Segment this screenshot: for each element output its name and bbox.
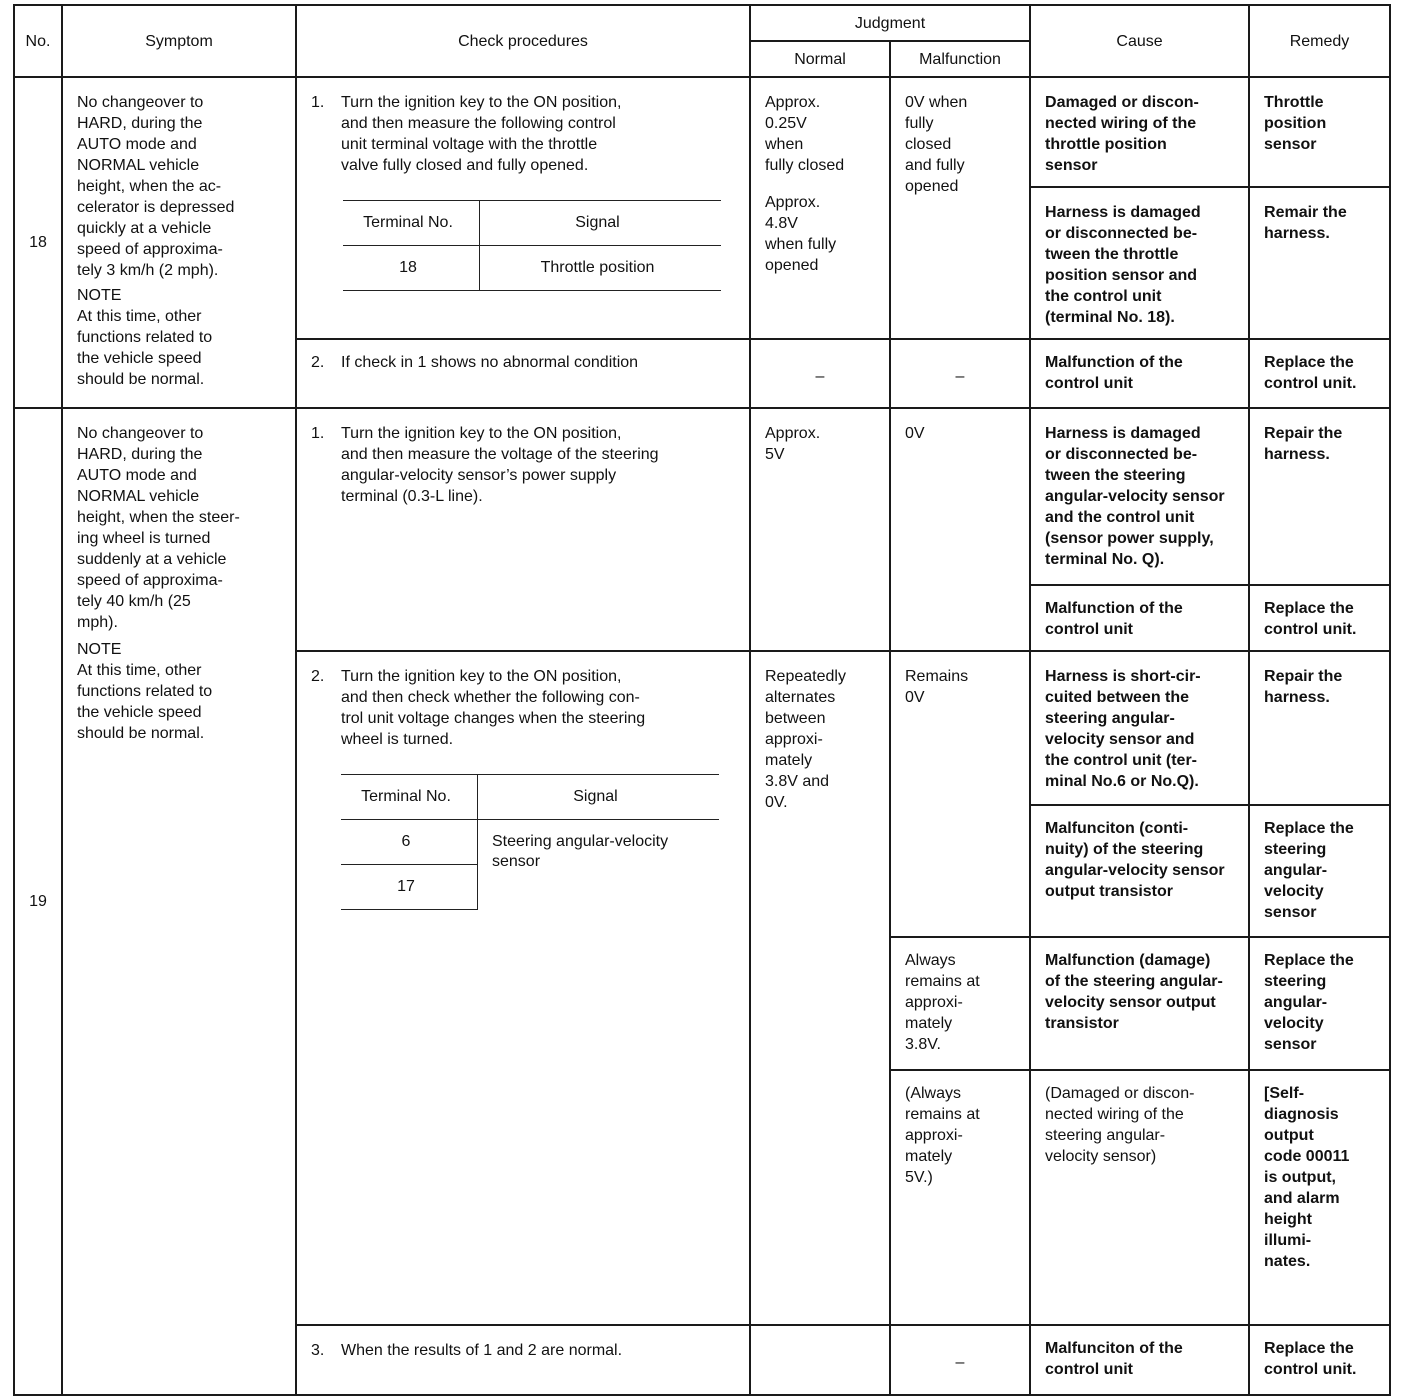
step-number: 3. — [311, 1341, 325, 1359]
remedy-18-2 — [1249, 339, 1390, 407]
remedy-19-1b — [1249, 585, 1390, 651]
cause-19-2b — [1030, 805, 1249, 937]
remedy-19-1a-text: Repair the harness. — [1264, 424, 1343, 463]
remedy-19-2b — [1249, 805, 1390, 937]
malfunction-19-2c-text: Always remains at approxi- mately 3.8V. — [905, 952, 980, 1054]
check-procedure-18-1 — [296, 77, 750, 339]
header-cause: Cause — [1030, 5, 1249, 77]
header-judgment: Judgment — [750, 5, 1030, 41]
step-text: Turn the ignition key to the ON position, and then check whether the following con- trol unit voltage changes when the steering wheel is turned. — [341, 667, 646, 748]
normal-19-2-text: Repeatedly alternates between approxi- mately 3.8V and 0V. — [765, 667, 846, 811]
remedy-18-1b-text: Remair the harness. — [1264, 204, 1347, 243]
cause-19-2a-text: Harness is short-cir- cuited between the steering angular- velocity sensor and the control unit (ter- minal No.6 or No.Q). — [1045, 667, 1201, 790]
signal-value: Throttle position — [480, 246, 722, 291]
note-title-18: NOTE — [77, 287, 122, 305]
cause-19-1a-text: Harness is damaged or disconnected be- tween the steering angular-velocity sensor and the control unit (sensor power supply, terminal No. Q). — [1045, 424, 1225, 568]
row-number-19: 19 — [14, 408, 62, 1395]
remedy-18-1a-text: Throttle position sensor — [1264, 94, 1327, 154]
terminal-header: Terminal No. — [343, 201, 480, 246]
cause-19-1b — [1030, 585, 1249, 651]
cause-18-1a — [1030, 77, 1249, 187]
step-text: Turn the ignition key to the ON position, and then measure the following control unit terminal voltage with the throttle valve fully closed and fully opened. — [341, 94, 622, 175]
remedy-19-3-text: Replace the control unit. — [1264, 1339, 1357, 1378]
cause-19-3 — [1030, 1325, 1249, 1395]
malfunction-18-1 — [890, 77, 1030, 339]
terminal-value-6: 6 — [341, 819, 478, 864]
malfunction-18-1-text: 0V when fully closed and fully opened — [905, 94, 968, 196]
remedy-18-1b — [1249, 187, 1390, 339]
normal-18-1b: Approx. 4.8V when fully opened — [765, 194, 837, 275]
terminal-value-17: 17 — [341, 864, 478, 909]
row-number-18: 18 — [14, 77, 62, 407]
terminal-table-19 — [341, 774, 719, 910]
signal-header: Signal — [480, 201, 722, 246]
signal-value: Steering angular-velocity sensor — [478, 819, 720, 909]
remedy-19-2a — [1249, 651, 1390, 805]
header-remedy: Remedy — [1249, 5, 1390, 77]
cause-19-2b-text: Malfunciton (conti- nuity) of the steering angular-velocity sensor output transistor — [1045, 820, 1225, 901]
terminal-table-18 — [343, 200, 721, 291]
remedy-19-1a — [1249, 408, 1390, 585]
malfunction-19-1-text: 0V — [905, 424, 925, 442]
malfunction-19-3: – — [890, 1325, 1030, 1395]
check-procedure-19-3 — [296, 1325, 750, 1395]
remedy-19-2c-text: Replace the steering angular- velocity sensor — [1264, 952, 1354, 1054]
normal-18-1 — [750, 77, 890, 339]
malfunction-19-2d-text: (Always remains at approxi- mately 5V.) — [905, 1084, 980, 1186]
malfunction-19-2c — [890, 937, 1030, 1069]
header-malfunction: Malfunction — [890, 41, 1030, 77]
symptom-18 — [62, 77, 296, 407]
cause-19-3-text: Malfunciton of the control unit — [1045, 1339, 1183, 1378]
step-number: 2. — [311, 667, 325, 685]
check-procedure-19-1 — [296, 408, 750, 651]
cause-19-2d-text: (Damaged or discon- nected wiring of the steering angular- velocity sensor) — [1045, 1084, 1195, 1165]
cause-18-2-text: Malfunction of the control unit — [1045, 354, 1183, 393]
terminal-header: Terminal No. — [341, 774, 478, 819]
normal-18-2: – — [750, 339, 890, 407]
cause-19-2d — [1030, 1070, 1249, 1325]
step-number: 1. — [311, 424, 325, 442]
cause-18-1a-text: Damaged or discon- nected wiring of the throttle position sensor — [1045, 94, 1199, 175]
malfunction-19-2d — [890, 1070, 1030, 1325]
normal-18-1a: Approx. 0.25V when fully closed — [765, 94, 845, 175]
normal-19-2 — [750, 651, 890, 1325]
cause-18-2 — [1030, 339, 1249, 407]
remedy-18-2-text: Replace the control unit. — [1264, 354, 1357, 393]
remedy-19-1b-text: Replace the control unit. — [1264, 599, 1357, 638]
normal-19-1 — [750, 408, 890, 651]
cause-18-1b-text: Harness is damaged or disconnected be- tween the throttle position sensor and the control unit (terminal No. 18). — [1045, 204, 1201, 327]
signal-header: Signal — [478, 774, 720, 819]
remedy-19-2c — [1249, 937, 1390, 1069]
note-title-19: NOTE — [77, 640, 122, 658]
normal-19-1-text: Approx. 5V — [765, 424, 821, 463]
cause-19-2c — [1030, 937, 1249, 1069]
terminal-value: 18 — [343, 246, 480, 291]
malfunction-18-2: – — [890, 339, 1030, 407]
troubleshooting-table — [13, 4, 1391, 1396]
cause-19-1b-text: Malfunction of the control unit — [1045, 599, 1183, 638]
symptom-19-text: No changeover to HARD, during the AUTO mode and NORMAL vehicle height, when the steer- ing wheel is turned suddenly at a vehicle speed of approxima- tely 40 km/h (25 mph). — [77, 424, 240, 631]
malfunction-19-1 — [890, 408, 1030, 651]
remedy-19-2b-text: Replace the steering angular- velocity sensor — [1264, 820, 1354, 922]
cause-18-1b — [1030, 187, 1249, 339]
step-text: Turn the ignition key to the ON position, and then measure the voltage of the steering angular-velocity sensor’s power supply terminal (0.3-L line). — [341, 424, 659, 505]
note-text-18: At this time, other functions related to the vehicle speed should be normal. — [77, 308, 213, 389]
symptom-19 — [62, 408, 296, 1395]
remedy-18-1a — [1249, 77, 1390, 187]
cause-19-2c-text: Malfunction (damage) of the steering angular- velocity sensor output transistor — [1045, 952, 1223, 1033]
remedy-19-2d — [1249, 1070, 1390, 1325]
remedy-19-2d-text: [Self- diagnosis output code 00011 is output, and alarm height illumi- nates. — [1264, 1084, 1350, 1270]
normal-19-3 — [750, 1325, 890, 1395]
step-number: 2. — [311, 354, 325, 372]
step-number: 1. — [311, 94, 325, 112]
check-procedure-19-2 — [296, 651, 750, 1325]
step-text: When the results of 1 and 2 are normal. — [341, 1341, 623, 1359]
step-text: If check in 1 shows no abnormal condition — [341, 354, 639, 372]
check-procedure-18-2 — [296, 339, 750, 407]
header-normal: Normal — [750, 41, 890, 77]
cause-19-1a — [1030, 408, 1249, 585]
header-symptom: Symptom — [62, 5, 296, 77]
header-check-procedures: Check procedures — [296, 5, 750, 77]
remedy-19-2a-text: Repair the harness. — [1264, 667, 1343, 706]
symptom-18-text: No changeover to HARD, during the AUTO mode and NORMAL vehicle height, when the ac- celerator is depressed quickly at a vehicle speed of approxima- tely 3 km/h (2 mph). — [77, 94, 235, 280]
malfunction-19-2a — [890, 651, 1030, 937]
header-no: No. — [14, 5, 62, 77]
remedy-19-3 — [1249, 1325, 1390, 1395]
malfunction-19-2a-text: Remains 0V — [905, 667, 969, 706]
cause-19-2a — [1030, 651, 1249, 805]
note-text-19: At this time, other functions related to the vehicle speed should be normal. — [77, 661, 213, 742]
